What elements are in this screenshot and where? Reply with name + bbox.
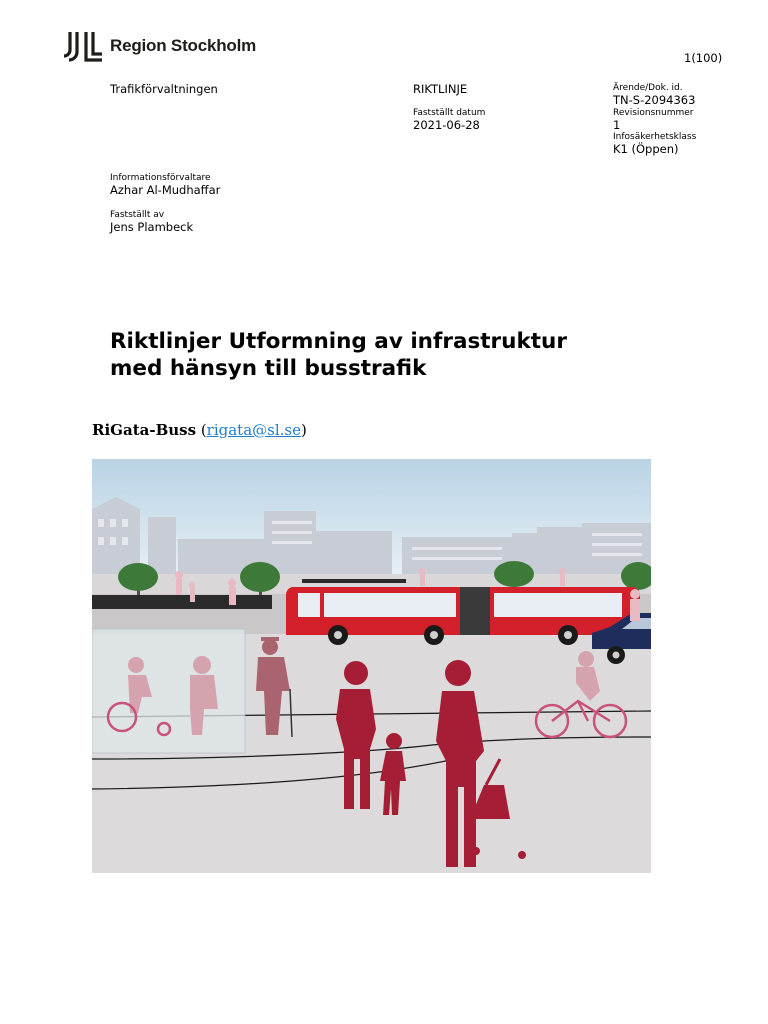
bus-shelter-roof <box>92 595 272 609</box>
security-label: Infosäkerhetsklass <box>613 132 697 142</box>
owner-value: Azhar Al-Mudhaffar <box>110 183 221 197</box>
page-number: 1(100) <box>684 51 723 65</box>
street-illustration <box>92 459 651 873</box>
revision-value: 1 <box>613 118 621 132</box>
contact-close-paren: ) <box>301 421 307 439</box>
doc-type: RIKTLINJE <box>413 82 468 96</box>
approved-label: Fastställt av <box>110 210 165 220</box>
approved-value: Jens Plambeck <box>110 220 194 234</box>
department: Trafikförvaltningen <box>110 82 218 96</box>
title-line-2: med hänsyn till busstrafik <box>110 356 427 381</box>
revision-label: Revisionsnummer <box>613 108 694 118</box>
date-label: Fastställt datum <box>413 108 486 118</box>
date-value: 2021-06-28 <box>413 118 480 132</box>
security-value: K1 (Öppen) <box>613 142 679 156</box>
document-title <box>110 328 567 382</box>
case-value: TN-S-2094363 <box>613 93 696 107</box>
contact-name: RiGata-Buss <box>92 421 197 439</box>
contact-line <box>92 421 307 439</box>
contact-open-paren: ( <box>196 421 207 439</box>
region-stockholm-logo-icon <box>62 30 104 62</box>
logo-text: Region Stockholm <box>110 36 257 55</box>
region-stockholm-logo <box>62 30 256 62</box>
case-label: Ärende/Dok. id. <box>613 83 683 93</box>
title-line-1: Riktlinjer Utformning av infrastruktur <box>110 329 567 354</box>
contact-email-link[interactable]: rigata@sl.se <box>206 421 301 439</box>
owner-label: Informationsförvaltare <box>110 173 211 183</box>
